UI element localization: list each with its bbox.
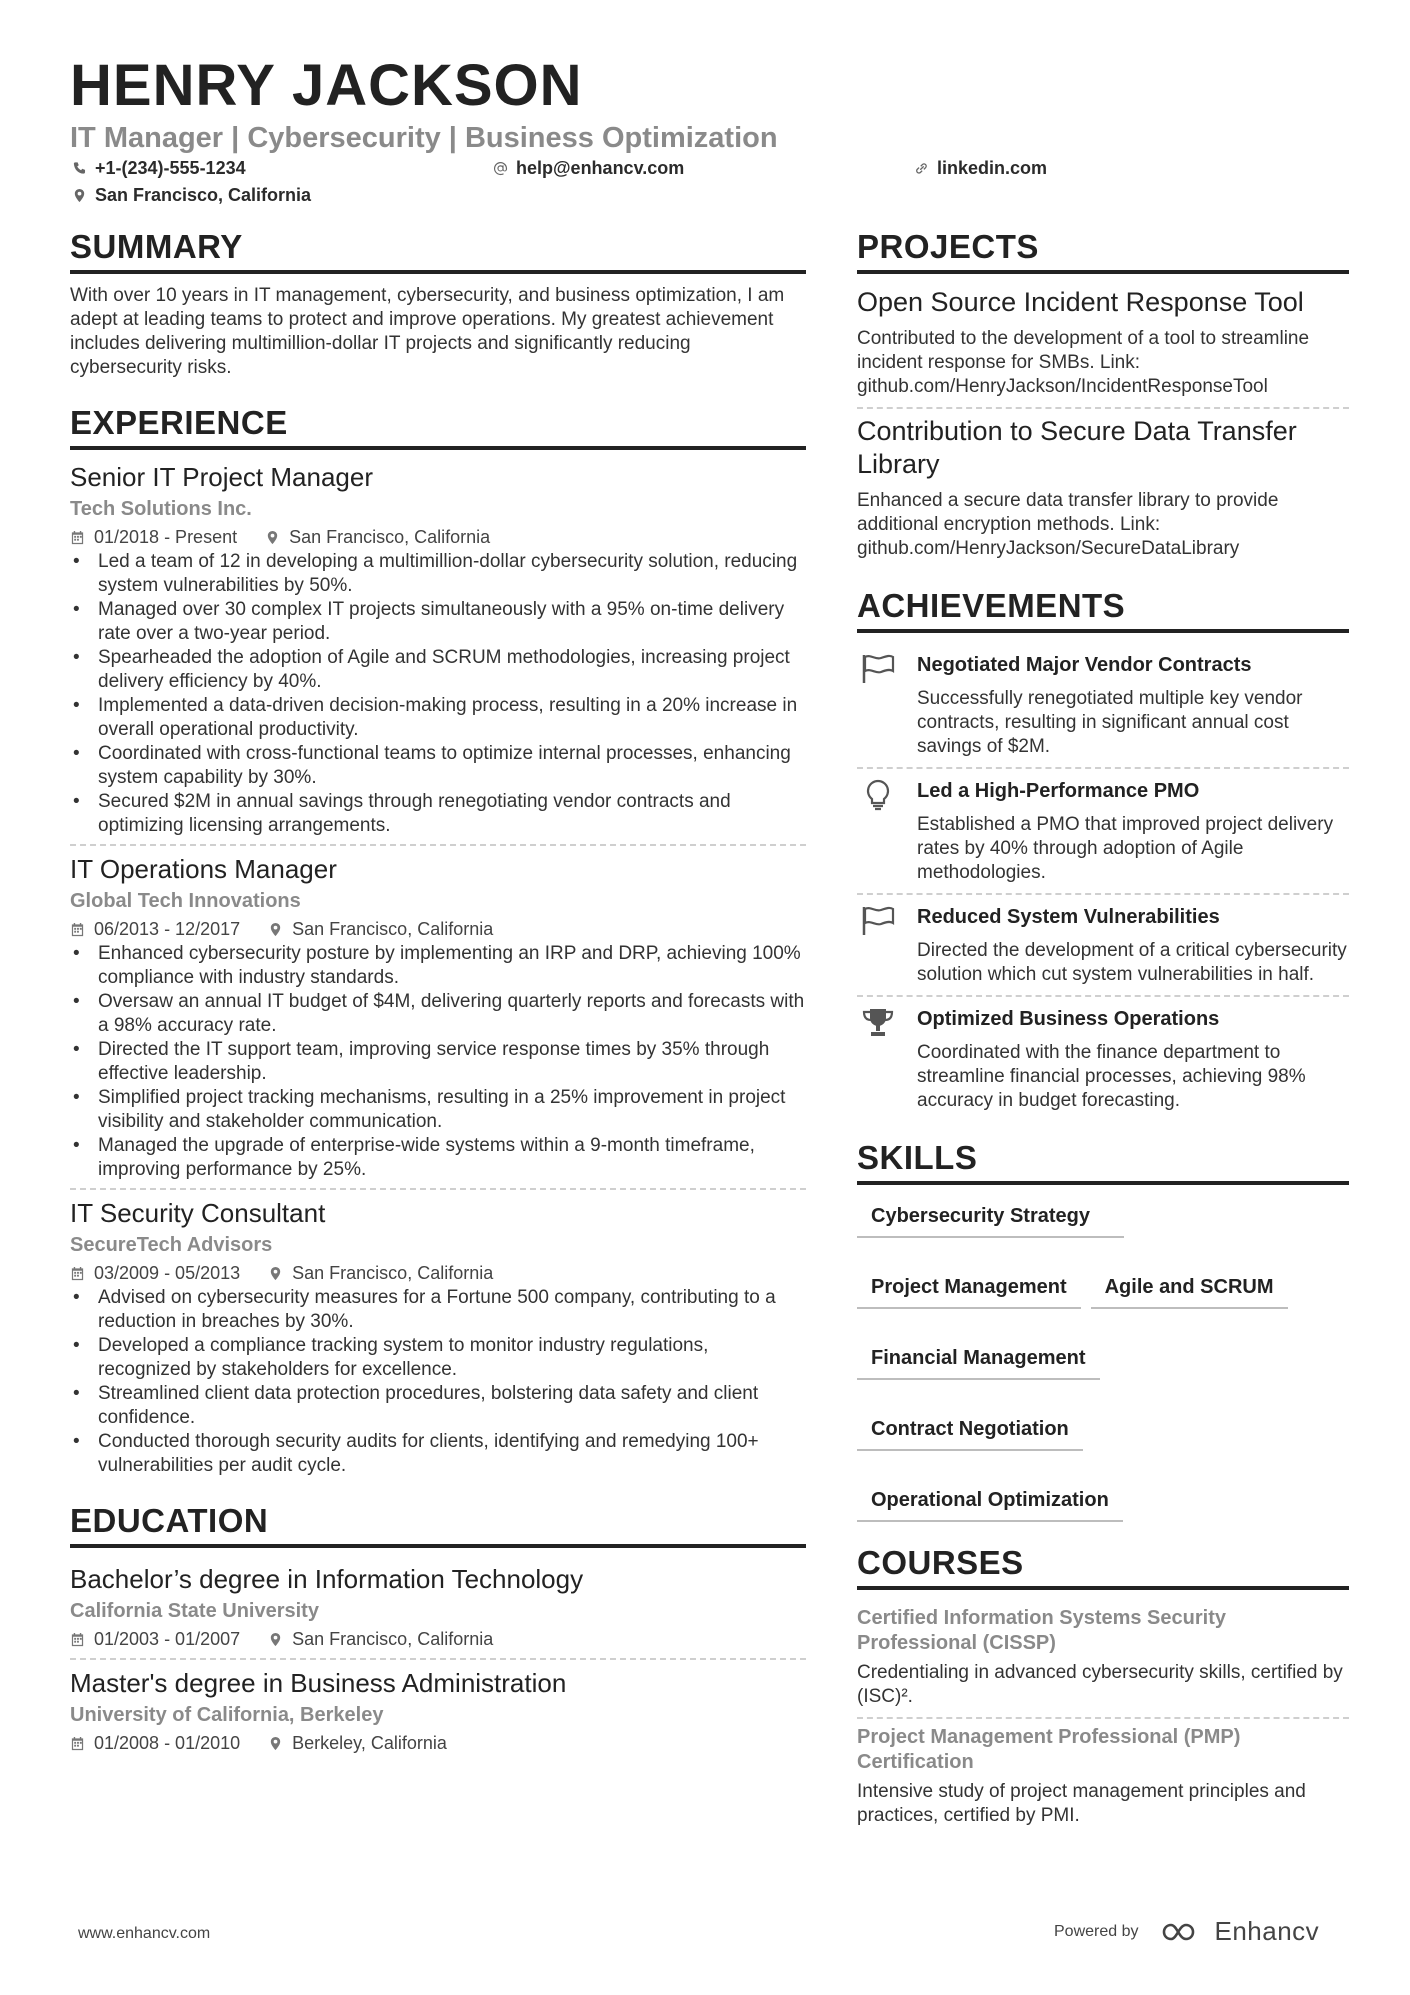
skill-tag: Financial Management bbox=[857, 1341, 1100, 1380]
job-meta bbox=[70, 524, 806, 550]
achievement-description: Directed the development of a critical cybersecurity solution which cut system vulnerabilities in half. bbox=[917, 940, 1347, 985]
calendar-icon bbox=[70, 1736, 85, 1751]
achievement-entry bbox=[857, 643, 1349, 767]
skills-heading: SKILLS bbox=[857, 1139, 1349, 1185]
bullet-item: • Managed over 30 complex IT projects simultaneously with a 95% on-time delivery rate over a two-year period. bbox=[70, 598, 806, 646]
company-name: Global Tech Innovations bbox=[70, 890, 301, 912]
experience-entry bbox=[70, 844, 806, 1188]
bullet-item: • Spearheaded the adoption of Agile and SCRUM methodologies, increasing project delivery efficiency by 40%. bbox=[70, 646, 806, 694]
bullet-item: • Directed the IT support team, improving service response times by 35% through effective leadership. bbox=[70, 1038, 806, 1086]
courses-heading: COURSES bbox=[857, 1544, 1349, 1590]
achievement-title: Reduced System Vulnerabilities bbox=[917, 906, 1220, 928]
job-dates-text: 06/2013 - 12/2017 bbox=[94, 919, 241, 939]
skill-tag: Agile and SCRUM bbox=[1091, 1270, 1288, 1309]
education-dates-text: 01/2008 - 01/2010 bbox=[94, 1733, 241, 1753]
bullet-item: • Coordinated with cross-functional teams to optimize internal processes, enhancing system capability by 30%. bbox=[70, 742, 806, 790]
bullet-item: • Enhanced cybersecurity posture by implementing an IRP and DRP, achieving 100% compliance with industry standards. bbox=[70, 942, 806, 990]
course-title: Project Management Professional (PMP) Certification bbox=[857, 1726, 1241, 1773]
education-entry bbox=[70, 1658, 806, 1762]
powered-by-text: Powered by bbox=[1054, 1922, 1139, 1940]
calendar-icon bbox=[70, 530, 85, 545]
bullet-item: • Implemented a data-driven decision-making process, resulting in a 20% increase in overall operational productivity. bbox=[70, 694, 806, 742]
company-name: Tech Solutions Inc. bbox=[70, 498, 252, 520]
projects-section bbox=[857, 228, 1349, 569]
location-pin-icon bbox=[268, 1736, 283, 1751]
phone-text: +1-(234)-555-1234 bbox=[95, 158, 246, 178]
skill-tag: Operational Optimization bbox=[857, 1483, 1123, 1522]
achievement-body bbox=[917, 903, 1349, 987]
company-name: SecureTech Advisors bbox=[70, 1234, 273, 1256]
project-title: Open Source Incident Response Tool bbox=[857, 287, 1304, 317]
job-dates-text: 01/2018 - Present bbox=[94, 527, 238, 547]
location-pin-icon bbox=[268, 1632, 283, 1647]
summary-section bbox=[70, 228, 806, 380]
achievement-description: Established a PMO that improved project delivery rates by 40% through adoption of Agile methodologies. bbox=[917, 814, 1334, 883]
brand-name: Enhancv bbox=[1214, 1916, 1320, 1946]
location-pin-icon bbox=[72, 188, 87, 203]
job-location bbox=[265, 524, 490, 550]
course-description: Intensive study of project management principles and practices, certified by PMI. bbox=[857, 1781, 1306, 1826]
linkedin-text: linkedin.com bbox=[937, 158, 1048, 178]
skill-tag: Project Management bbox=[857, 1270, 1081, 1309]
education-location-text: San Francisco, California bbox=[292, 1629, 494, 1649]
education-location bbox=[268, 1730, 447, 1756]
course-entry bbox=[857, 1600, 1349, 1717]
achievement-entry bbox=[857, 893, 1349, 995]
brand-logo[interactable] bbox=[1161, 1916, 1320, 1947]
calendar-icon bbox=[70, 1632, 85, 1647]
phone-icon bbox=[72, 161, 87, 176]
job-location-text: San Francisco, California bbox=[292, 919, 494, 939]
job-title: IT Security Consultant bbox=[70, 1198, 326, 1228]
contact-location bbox=[72, 185, 311, 206]
job-meta bbox=[70, 916, 806, 942]
courses-section bbox=[857, 1544, 1349, 1836]
job-bullets bbox=[70, 942, 806, 1182]
at-icon bbox=[493, 161, 508, 176]
contact-email[interactable] bbox=[493, 158, 684, 179]
education-dates bbox=[70, 1730, 240, 1756]
project-description: Enhanced a secure data transfer library to provide additional encryption methods. Link: github.com/HenryJackson/SecureDataLibrary bbox=[857, 490, 1279, 559]
achievements-heading: ACHIEVEMENTS bbox=[857, 587, 1349, 633]
job-title: IT Operations Manager bbox=[70, 854, 337, 884]
job-location-text: San Francisco, California bbox=[292, 1263, 494, 1283]
achievement-body bbox=[917, 777, 1349, 885]
skills-list bbox=[857, 1195, 1349, 1522]
bullet-item: • Developed a compliance tracking system to monitor industry regulations, recognized by stakeholders for excellence. bbox=[70, 1334, 806, 1382]
flag-icon bbox=[857, 903, 899, 987]
education-meta bbox=[70, 1626, 806, 1652]
experience-entry bbox=[70, 460, 806, 844]
bullet-item: • Led a team of 12 in developing a multimillion-dollar cybersecurity solution, reducing system vulnerabilities by 50%. bbox=[70, 550, 806, 598]
project-entry bbox=[857, 284, 1349, 407]
project-entry bbox=[857, 407, 1349, 569]
summary-text: With over 10 years in IT management, cybersecurity, and business optimization, I am adept at leading teams to protect and improve operations. My greatest achievement includes delivering multimillion-dollar IT projects and significantly reducing cybersecurity risks. bbox=[70, 285, 785, 378]
achievement-description: Coordinated with the finance department to streamline financial processes, achieving 98% accuracy in budget forecasting. bbox=[917, 1042, 1306, 1111]
enhancv-logo-icon bbox=[1161, 1920, 1205, 1944]
experience-section bbox=[70, 404, 806, 1484]
right-column bbox=[857, 228, 1349, 1836]
link-icon bbox=[914, 161, 929, 176]
job-dates bbox=[70, 1260, 240, 1286]
achievement-description: Successfully renegotiated multiple key vendor contracts, resulting in significant annual cost savings of $2M. bbox=[917, 688, 1303, 757]
job-dates bbox=[70, 524, 237, 550]
bullet-item: • Managed the upgrade of enterprise-wide systems within a 9-month timeframe, improving performance by 25%. bbox=[70, 1134, 806, 1182]
skill-tag: Cybersecurity Strategy bbox=[857, 1199, 1124, 1238]
school-name: University of California, Berkeley bbox=[70, 1704, 384, 1726]
school-name: California State University bbox=[70, 1600, 319, 1622]
bullet-item: • Simplified project tracking mechanisms, resulting in a 25% improvement in project visibility and stakeholder communication. bbox=[70, 1086, 806, 1134]
contact-phone bbox=[72, 158, 246, 179]
job-location bbox=[268, 1260, 493, 1286]
experience-heading: EXPERIENCE bbox=[70, 404, 806, 450]
job-location-text: San Francisco, California bbox=[289, 527, 491, 547]
job-dates bbox=[70, 916, 240, 942]
achievement-title: Optimized Business Operations bbox=[917, 1008, 1220, 1030]
location-pin-icon bbox=[268, 1266, 283, 1281]
calendar-icon bbox=[70, 922, 85, 937]
skills-section bbox=[857, 1139, 1349, 1522]
email-text: help@enhancv.com bbox=[516, 158, 685, 178]
trophy-icon bbox=[857, 1005, 899, 1113]
education-dates bbox=[70, 1626, 240, 1652]
location-pin-icon bbox=[265, 530, 280, 545]
location-text: San Francisco, California bbox=[95, 185, 312, 205]
education-location-text: Berkeley, California bbox=[292, 1733, 447, 1753]
footer-branding bbox=[1054, 1916, 1319, 1947]
job-dates-text: 03/2009 - 05/2013 bbox=[94, 1263, 241, 1283]
job-bullets bbox=[70, 1286, 806, 1478]
achievement-body bbox=[917, 1005, 1349, 1113]
flag-icon bbox=[857, 651, 899, 759]
education-heading: EDUCATION bbox=[70, 1502, 806, 1548]
education-meta bbox=[70, 1730, 806, 1756]
job-meta bbox=[70, 1260, 806, 1286]
achievement-entry bbox=[857, 767, 1349, 893]
contact-linkedin[interactable] bbox=[914, 158, 1047, 179]
footer-website[interactable]: www.enhancv.com bbox=[78, 1925, 211, 1942]
education-entry bbox=[70, 1558, 806, 1658]
education-dates-text: 01/2003 - 01/2007 bbox=[94, 1629, 241, 1649]
project-title: Contribution to Secure Data Transfer Library bbox=[857, 416, 1297, 479]
job-location bbox=[268, 916, 493, 942]
bullet-item: • Streamlined client data protection procedures, bolstering data safety and client confidence. bbox=[70, 1382, 806, 1430]
course-description: Credentialing in advanced cybersecurity skills, certified by (ISC)². bbox=[857, 1662, 1343, 1707]
course-title: Certified Information Systems Security Professional (CISSP) bbox=[857, 1607, 1226, 1654]
job-bullets bbox=[70, 550, 806, 838]
candidate-tagline: IT Manager | Cybersecurity | Business Optimization bbox=[70, 122, 778, 154]
bullet-item: • Secured $2M in annual savings through renegotiating vendor contracts and optimizing licensing arrangements. bbox=[70, 790, 806, 838]
experience-entry bbox=[70, 1188, 806, 1484]
bullet-item: • Oversaw an annual IT budget of $4M, delivering quarterly reports and forecasts with a 98% accuracy rate. bbox=[70, 990, 806, 1038]
education-section bbox=[70, 1502, 806, 1762]
achievement-title: Led a High-Performance PMO bbox=[917, 780, 1200, 802]
bullet-item: • Conducted thorough security audits for clients, identifying and remedying 100+ vulnerabilities per audit cycle. bbox=[70, 1430, 806, 1478]
achievement-entry bbox=[857, 995, 1349, 1121]
summary-heading: SUMMARY bbox=[70, 228, 806, 274]
location-pin-icon bbox=[268, 922, 283, 937]
job-title: Senior IT Project Manager bbox=[70, 462, 373, 492]
bullet-item: • Advised on cybersecurity measures for a Fortune 500 company, contributing to a reduction in breaches by 30%. bbox=[70, 1286, 806, 1334]
degree-title: Master's degree in Business Administration bbox=[70, 1668, 567, 1698]
candidate-name: HENRY JACKSON bbox=[70, 53, 583, 118]
course-entry bbox=[857, 1717, 1349, 1836]
skill-tag: Contract Negotiation bbox=[857, 1412, 1083, 1451]
calendar-icon bbox=[70, 1266, 85, 1281]
education-location bbox=[268, 1626, 493, 1652]
achievement-title: Negotiated Major Vendor Contracts bbox=[917, 654, 1252, 676]
project-description: Contributed to the development of a tool to streamline incident response for SMBs. Link: github.com/HenryJackson/IncidentResponseTool bbox=[857, 328, 1310, 397]
degree-title: Bachelor’s degree in Information Technology bbox=[70, 1564, 584, 1594]
achievement-body bbox=[917, 651, 1349, 759]
projects-heading: PROJECTS bbox=[857, 228, 1349, 274]
left-column bbox=[70, 228, 806, 1762]
lightbulb-icon bbox=[857, 777, 899, 885]
achievements-section bbox=[857, 587, 1349, 1121]
